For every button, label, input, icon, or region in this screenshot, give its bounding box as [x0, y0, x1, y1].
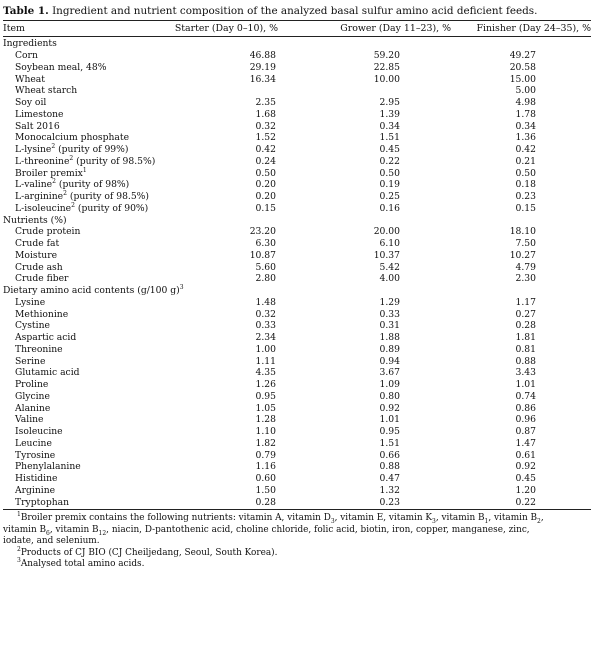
row-label [3, 262, 163, 273]
row-name: L-threonine [15, 155, 70, 167]
row-note: (purity of 98.5%) [73, 155, 156, 167]
row-name: Threonine [15, 343, 63, 355]
cell-starter: 10.87 [249, 249, 276, 261]
footnote-mark: 2 [51, 143, 56, 151]
section-row [3, 285, 591, 297]
row-name: Moisture [15, 249, 58, 261]
row-name: Valine [15, 414, 44, 426]
section-title-text: Dietary amino acid contents (g/100 g) [3, 285, 180, 297]
cell-finisher: 0.27 [515, 308, 536, 320]
section-title [3, 215, 303, 226]
table-row [3, 355, 591, 367]
cell-starter: 29.19 [249, 61, 276, 73]
table-row [3, 85, 591, 97]
table-row [3, 238, 591, 250]
row-name: Broiler premix [15, 167, 83, 179]
row-label [3, 50, 163, 61]
row-label [3, 414, 163, 425]
cell-grower: 6.10 [379, 238, 400, 250]
row-name: Lysine [15, 296, 46, 308]
table-row [3, 367, 591, 379]
cell-finisher: 0.28 [515, 320, 536, 332]
cell-grower: 0.66 [379, 449, 400, 461]
cell-finisher: 18.10 [509, 226, 536, 238]
cell-finisher: 0.45 [515, 473, 536, 485]
cell-finisher: 1.47 [515, 437, 536, 449]
cell-grower: 10.37 [373, 249, 400, 261]
cell-grower: 22.85 [373, 61, 400, 73]
cell-starter: 1.11 [255, 355, 276, 367]
footnote-mark: 2 [71, 201, 75, 209]
row-label [3, 62, 163, 73]
footnote-mark: 3 [179, 284, 184, 292]
row-note: (purity of 98.5%) [66, 191, 149, 203]
cell-finisher: 49.27 [509, 50, 536, 62]
cell-starter: 0.15 [255, 202, 276, 214]
footnote-mark: 1 [82, 166, 87, 174]
cell-finisher: 0.34 [515, 120, 536, 132]
cell-starter: 0.33 [255, 320, 276, 332]
cell-finisher: 0.15 [515, 202, 536, 214]
row-label [3, 379, 163, 390]
header-item: Item [3, 23, 25, 34]
row-label [3, 74, 163, 85]
table-row [3, 191, 591, 203]
cell-grower: 2.95 [379, 97, 400, 109]
caption-text: Ingredient and nutrient composition of the analyzed basal sulfur amino acid deficient feeds. [48, 5, 538, 17]
cell-finisher: 0.21 [515, 155, 536, 167]
cell-grower: 0.89 [379, 343, 400, 355]
row-name: Corn [15, 50, 38, 62]
cell-finisher: 0.88 [515, 355, 536, 367]
cell-grower: 4.00 [379, 273, 400, 285]
row-label [3, 403, 163, 414]
row-label [3, 473, 163, 484]
row-name: Glycine [15, 390, 50, 402]
row-note: (purity of 98%) [55, 179, 130, 191]
cell-starter: 2.35 [255, 97, 276, 109]
footnote-1-end: iodate, and selenium. [3, 536, 100, 546]
row-label [3, 485, 163, 496]
cell-starter: 0.20 [255, 179, 276, 191]
cell-starter: 1.50 [255, 484, 276, 496]
row-name: Salt 2016 [15, 120, 60, 132]
section-title-text: Nutrients (%) [3, 214, 67, 226]
cell-starter: 1.05 [255, 402, 276, 414]
cell-finisher: 1.81 [515, 332, 536, 344]
table-row [3, 273, 591, 285]
section-title [3, 38, 303, 49]
cell-finisher: 1.78 [515, 108, 536, 120]
cell-finisher: 0.50 [515, 167, 536, 179]
cell-starter: 0.28 [255, 496, 276, 508]
row-name: Aspartic acid [15, 332, 77, 344]
table-row [3, 379, 591, 391]
section-title [3, 285, 303, 296]
row-label [3, 168, 163, 179]
footnote-2-mark: 2 [17, 545, 21, 553]
cell-finisher: 15.00 [509, 73, 536, 85]
cell-finisher: 0.23 [515, 191, 536, 203]
row-name: Crude fat [15, 238, 60, 250]
cell-starter: 1.26 [255, 379, 276, 391]
table-row [3, 449, 591, 461]
row-label [3, 344, 163, 355]
row-name: Wheat starch [15, 85, 78, 97]
row-label [3, 191, 163, 202]
cell-grower: 0.95 [379, 426, 400, 438]
cell-finisher: 4.98 [515, 97, 536, 109]
row-label [3, 156, 163, 167]
footnote-2-text: Products of CJ BIO (CJ Cheiljedang, Seoul, South Korea). [20, 547, 278, 558]
cell-finisher: 0.96 [515, 414, 536, 426]
cell-grower: 1.09 [379, 379, 400, 391]
row-name: Monocalcium phosphate [15, 132, 130, 144]
table-row [3, 426, 591, 438]
cell-grower: 1.29 [379, 296, 400, 308]
row-note: (purity of 90%) [74, 202, 149, 214]
cell-starter: 1.10 [255, 426, 276, 438]
cell-starter: 0.32 [255, 308, 276, 320]
cell-starter: 0.42 [255, 144, 276, 156]
table-row [3, 261, 591, 273]
row-name: Alanine [15, 402, 51, 414]
table-row [3, 391, 591, 403]
cell-starter: 0.24 [255, 155, 276, 167]
row-label [3, 426, 163, 437]
cell-grower: 0.50 [379, 167, 400, 179]
row-label [3, 356, 163, 367]
cell-grower: 0.88 [379, 461, 400, 473]
cell-finisher: 20.58 [509, 61, 536, 73]
row-label [3, 391, 163, 402]
cell-starter: 6.30 [255, 238, 276, 250]
table-row [3, 297, 591, 309]
table-row [3, 62, 591, 74]
cell-finisher: 0.42 [515, 144, 536, 156]
cell-grower: 0.92 [379, 402, 400, 414]
footnote-1-text: Broiler premix contains the following nutrients: vitamin A, vitamin $D_3$, vitamin E, vitamin $K_3$, vitamin $B_1$, vitamin $B_2$, [20, 513, 544, 525]
cell-grower: 1.01 [379, 414, 400, 426]
cell-finisher: 0.18 [515, 179, 536, 191]
cell-grower: 1.88 [379, 332, 400, 344]
row-label [3, 179, 163, 190]
row-name: L-isoleucine [15, 202, 72, 214]
cell-grower: 0.22 [379, 155, 400, 167]
cell-finisher: 5.00 [515, 85, 536, 97]
row-label [3, 85, 163, 96]
row-label [3, 461, 163, 472]
row-name: L-valine [15, 179, 53, 191]
table-row [3, 156, 591, 168]
table-row [3, 250, 591, 262]
table-row [3, 109, 591, 121]
cell-starter: 5.60 [255, 261, 276, 273]
cell-starter: 2.34 [255, 332, 276, 344]
table-row [3, 167, 591, 179]
cell-starter: 0.79 [255, 449, 276, 461]
cell-grower: 0.80 [379, 390, 400, 402]
cell-starter: 1.68 [255, 108, 276, 120]
row-name: Histidine [15, 473, 58, 485]
header-row [3, 21, 591, 36]
cell-grower: 0.19 [379, 179, 400, 191]
cell-finisher: 1.20 [515, 484, 536, 496]
footnote-1-cont [3, 525, 591, 537]
row-name: L-lysine [15, 144, 52, 156]
table-row [3, 203, 591, 215]
row-label [3, 121, 163, 132]
row-name: L-arginine [15, 191, 64, 203]
cell-starter: 1.16 [255, 461, 276, 473]
cell-finisher: 2.30 [515, 273, 536, 285]
cell-grower: 1.51 [379, 132, 400, 144]
row-name: Methionine [15, 308, 69, 320]
row-name: Tyrosine [15, 449, 56, 461]
row-label [3, 450, 163, 461]
cell-finisher: 1.01 [515, 379, 536, 391]
cell-grower: 0.23 [379, 496, 400, 508]
cell-grower: 0.47 [379, 473, 400, 485]
table-row [3, 144, 591, 156]
footnote-3-text: Analysed total amino acids. [20, 559, 145, 569]
table-row [3, 344, 591, 356]
row-label [3, 273, 163, 284]
table-body [3, 37, 591, 508]
row-label [3, 226, 163, 237]
cell-grower: 1.51 [379, 437, 400, 449]
cell-grower: 0.94 [379, 355, 400, 367]
row-label [3, 144, 163, 155]
cell-starter: 23.20 [249, 226, 276, 238]
cell-finisher: 10.27 [509, 249, 536, 261]
row-name: Soy oil [15, 97, 47, 109]
cell-finisher: 0.86 [515, 402, 536, 414]
row-name: Cystine [15, 320, 50, 332]
cell-grower: 1.39 [379, 108, 400, 120]
row-label [3, 132, 163, 143]
table-figure [3, 0, 591, 571]
table-row [3, 332, 591, 344]
cell-grower: 0.31 [379, 320, 400, 332]
header-starter: Starter (Day 0–10), % [174, 23, 278, 34]
row-label [3, 297, 163, 308]
cell-starter: 1.82 [255, 437, 276, 449]
row-note: (purity of 99%) [55, 144, 129, 156]
row-label [3, 97, 163, 108]
table-row [3, 496, 591, 508]
row-name: Phenylalanine [15, 461, 81, 473]
row-label [3, 309, 163, 320]
row-name: Tryptophan [15, 496, 70, 508]
row-name: Serine [15, 355, 46, 367]
cell-grower: 0.16 [379, 202, 400, 214]
table-row [3, 50, 591, 62]
row-name: Crude fiber [15, 273, 69, 285]
table-row [3, 97, 591, 109]
cell-starter: 1.28 [255, 414, 276, 426]
row-label [3, 250, 163, 261]
footnote-3 [3, 559, 591, 571]
row-label [3, 320, 163, 331]
row-name: Crude ash [15, 261, 63, 273]
table-row [3, 414, 591, 426]
table-row [3, 485, 591, 497]
cell-finisher: 0.92 [515, 461, 536, 473]
section-title-text: Ingredients [3, 38, 57, 50]
cell-grower: 0.34 [379, 120, 400, 132]
cell-starter: 46.88 [249, 50, 276, 62]
cell-finisher: 4.79 [515, 261, 536, 273]
cell-grower: 0.33 [379, 308, 400, 320]
footnote-1-text-cont: vitamin $B_6$, vitamin $B_{12}$, niacin, D-pantothenic acid, choline chloride, folic acid, biotin, iron, copper, manganese, zinc, [3, 524, 530, 537]
table-row [3, 461, 591, 473]
footnote-mark: 2 [63, 190, 67, 198]
cell-grower: 10.00 [373, 73, 400, 85]
header-grower: Grower (Day 11–23), % [340, 23, 451, 34]
row-name: Proline [15, 379, 49, 391]
table-caption [3, 4, 591, 18]
row-label [3, 332, 163, 343]
cell-grower: 20.00 [373, 226, 400, 238]
cell-starter: 0.20 [255, 191, 276, 203]
footnote-mark: 2 [52, 178, 56, 186]
cell-finisher: 1.17 [515, 296, 536, 308]
table-row [3, 226, 591, 238]
cell-finisher: 0.61 [515, 449, 536, 461]
cell-finisher: 0.22 [515, 496, 536, 508]
cell-finisher: 7.50 [515, 238, 536, 250]
footnotes [3, 510, 591, 571]
cell-grower: 5.42 [379, 261, 400, 273]
table-label: Table 1. [3, 5, 49, 17]
row-name: Arginine [15, 484, 56, 496]
row-name: Glutamic acid [15, 367, 80, 379]
section-row [3, 38, 591, 50]
table-row [3, 179, 591, 191]
cell-finisher: 0.81 [515, 343, 536, 355]
table-row [3, 320, 591, 332]
cell-starter: 0.32 [255, 120, 276, 132]
row-label [3, 109, 163, 120]
table-row [3, 473, 591, 485]
cell-finisher: 3.43 [515, 367, 536, 379]
cell-starter: 1.48 [255, 296, 276, 308]
cell-starter: 0.50 [255, 167, 276, 179]
row-name: Soybean meal, 48% [15, 61, 107, 73]
cell-grower: 0.25 [379, 191, 400, 203]
row-label [3, 438, 163, 449]
cell-starter: 0.60 [255, 473, 276, 485]
footnote-mark: 2 [69, 154, 74, 162]
row-label [3, 203, 163, 214]
footnote-1 [3, 513, 591, 525]
row-label [3, 367, 163, 378]
footnote-2 [3, 545, 591, 560]
cell-finisher: 0.74 [515, 390, 536, 402]
cell-grower: 1.32 [379, 484, 400, 496]
table-row [3, 438, 591, 450]
footnote-1-mark: 1 [17, 511, 21, 519]
row-name: Isoleucine [15, 426, 63, 438]
table-row [3, 132, 591, 144]
row-name: Crude protein [15, 226, 81, 238]
header-finisher: Finisher (Day 24–35), % [476, 23, 591, 34]
table-row [3, 73, 591, 85]
section-row [3, 214, 591, 226]
cell-starter: 2.80 [255, 273, 276, 285]
row-name: Wheat [15, 73, 45, 85]
cell-grower: 59.20 [373, 50, 400, 62]
row-label [3, 497, 163, 508]
row-label [3, 238, 163, 249]
table-row [3, 308, 591, 320]
cell-starter: 0.95 [255, 390, 276, 402]
cell-finisher: 0.87 [515, 426, 536, 438]
table-row [3, 402, 591, 414]
cell-starter: 16.34 [249, 73, 276, 85]
cell-starter: 4.35 [255, 367, 276, 379]
cell-finisher: 1.36 [515, 132, 536, 144]
footnote-3-mark: 3 [17, 557, 21, 565]
cell-starter: 1.52 [255, 132, 276, 144]
cell-grower: 0.45 [379, 144, 400, 156]
cell-starter: 1.00 [255, 343, 276, 355]
row-name: Leucine [15, 437, 52, 449]
table-row [3, 120, 591, 132]
row-name: Limestone [15, 108, 64, 120]
cell-grower: 3.67 [379, 367, 400, 379]
